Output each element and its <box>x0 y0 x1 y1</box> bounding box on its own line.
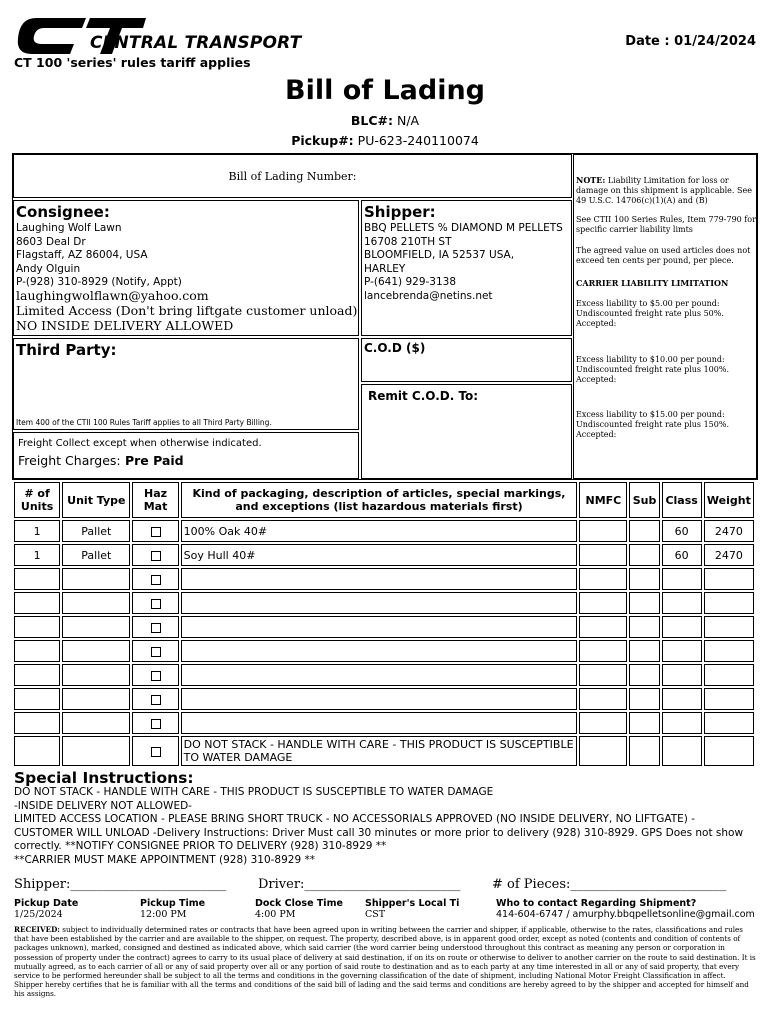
pickup-date: Pickup Date 1/25/2024 <box>14 898 79 920</box>
nmfc-cell <box>579 592 627 614</box>
carrier-liability-heading: CARRIER LIABILITY LIMITATION <box>576 278 729 288</box>
class-cell <box>662 736 702 766</box>
weight-cell <box>704 592 754 614</box>
hazmat-checkbox[interactable] <box>151 551 161 561</box>
hazmat-checkbox[interactable] <box>151 747 161 757</box>
hazmat-checkbox[interactable] <box>151 695 161 705</box>
description-cell <box>181 616 578 638</box>
cod-box <box>361 338 572 382</box>
sub-cell <box>629 544 659 566</box>
freight-box <box>13 432 359 479</box>
class-cell: 60 <box>662 544 702 566</box>
agreed-value-note: The agreed value on used articles does not exceed ten cents per pound, per piece. <box>576 246 751 265</box>
liability-tier-1: Excess liability to $5.00 per pound: Undiscounted freight rate plus 50%. Accepted: <box>576 299 724 328</box>
sub-cell <box>629 592 659 614</box>
brand-name: CENTRAL TRANSPORT <box>90 33 302 53</box>
remit-cod-box <box>361 384 572 479</box>
bol-number-box <box>13 154 572 198</box>
hazmat-checkbox[interactable] <box>151 719 161 729</box>
hazmat-cell <box>132 520 178 542</box>
table-row <box>14 520 754 542</box>
col-weight: Weight <box>704 482 754 518</box>
col-unit-type: Unit Type <box>62 482 130 518</box>
unit-type-cell <box>62 592 130 614</box>
sub-cell <box>629 688 659 710</box>
items-header-row <box>14 482 754 518</box>
hazmat-cell <box>132 736 178 766</box>
nmfc-cell <box>579 640 627 662</box>
class-cell <box>662 664 702 686</box>
special-instructions-text: DO NOT STACK - HANDLE WITH CARE - THIS PRODUCT IS SUSCEPTIBLE TO WATER DAMAGE -INSIDE DELIVERY NOT ALLOWED- LIMITED ACCESS LOCATION - PLEASE BRING SHORT TRUCK - NO ACCESSORIALS APPROVED (NO INSIDE DELIVERY, NO LIFTGATE) - CUSTOMER WILL UNLOAD -Delivery Instructions: Driver Must call 30 minutes or more prior to delivery (928) 310-8929. GPS Does not show correctly. **NOTIFY CONSIGNEE PRIOR TO DELIVERY (928) 310-8929 ** **CARRIER MUST MAKE APPOINTMENT (928) 310-8929 ** <box>14 786 744 866</box>
consignee-delivery-note: NO INSIDE DELIVERY ALLOWED <box>16 318 234 333</box>
class-cell <box>662 568 702 590</box>
consignee-email: laughingwolflawn@yahoo.com <box>16 288 209 303</box>
units-cell: 1 <box>14 520 60 542</box>
units-cell <box>14 736 60 766</box>
liability-note: NOTE: Liability Limitation for loss or damage on this shipment is applicable. See 49 U.S.C. 14706(c)(1)(A) and (B) <box>576 175 752 205</box>
col-nmfc: NMFC <box>579 482 627 518</box>
description-cell <box>181 568 578 590</box>
sub-cell <box>629 736 659 766</box>
description-cell: 100% Oak 40# <box>181 520 578 542</box>
class-cell <box>662 616 702 638</box>
unit-type-cell <box>62 568 130 590</box>
shipper-local-time: Shipper's Local Ti CST <box>365 898 460 920</box>
table-row <box>14 544 754 566</box>
weight-cell <box>704 568 754 590</box>
sub-cell <box>629 640 659 662</box>
blc-number: BLC#: N/A <box>350 113 420 128</box>
description-cell <box>181 688 578 710</box>
hazmat-checkbox[interactable] <box>151 599 161 609</box>
table-row <box>14 568 754 590</box>
description-cell <box>181 712 578 734</box>
units-cell: 1 <box>14 544 60 566</box>
class-cell: 60 <box>662 520 702 542</box>
hazmat-cell <box>132 616 178 638</box>
description-cell: DO NOT STACK - HANDLE WITH CARE - THIS PRODUCT IS SUSCEPTIBLE TO WATER DAMAGE <box>181 736 578 766</box>
description-cell: Soy Hull 40# <box>181 544 578 566</box>
col-units: # of Units <box>14 482 60 518</box>
hazmat-checkbox[interactable] <box>151 671 161 681</box>
hazmat-cell <box>132 664 178 686</box>
unit-type-cell <box>62 736 130 766</box>
class-cell <box>662 640 702 662</box>
unit-type-cell <box>62 664 130 686</box>
sub-cell <box>629 616 659 638</box>
unit-type-cell: Pallet <box>62 544 130 566</box>
consignee-address: Laughing Wolf Lawn 8603 Deal Dr Flagstaff, AZ 86004, USA Andy Olguin P-(928) 310-8929 (Notify, Appt) <box>16 222 182 288</box>
weight-cell <box>704 664 754 686</box>
units-cell <box>14 592 60 614</box>
freight-charges: Freight Charges: Pre Paid <box>18 453 184 468</box>
units-cell <box>14 640 60 662</box>
items-table <box>12 480 756 768</box>
col-class: Class <box>662 482 702 518</box>
class-cell <box>662 712 702 734</box>
remit-cod-heading: Remit C.O.D. To: <box>368 389 479 403</box>
sub-cell <box>629 520 659 542</box>
third-party-billing-note: Item 400 of the CTII 100 Rules Tariff applies to all Third Party Billing. <box>16 418 272 427</box>
shipper-box <box>361 200 572 336</box>
nmfc-cell <box>579 568 627 590</box>
class-cell <box>662 592 702 614</box>
nmfc-cell <box>579 664 627 686</box>
weight-cell: 2470 <box>704 544 754 566</box>
weight-cell <box>704 712 754 734</box>
class-cell <box>662 688 702 710</box>
document-title: Bill of Lading <box>285 75 485 106</box>
table-row <box>14 616 754 638</box>
cod-heading: C.O.D ($) <box>364 341 426 355</box>
consignee-access-note: Limited Access (Don't bring liftgate customer unload) <box>16 303 358 318</box>
hazmat-cell <box>132 688 178 710</box>
table-row <box>14 640 754 662</box>
units-cell <box>14 712 60 734</box>
freight-collect-note: Freight Collect except when otherwise indicated. <box>18 438 262 449</box>
hazmat-checkbox[interactable] <box>151 575 161 585</box>
series-rules-note: See CTII 100 Series Rules, Item 779-790 for specific carrier liability limts <box>576 215 756 234</box>
units-cell <box>14 688 60 710</box>
special-instructions-heading: Special Instructions: <box>14 769 194 787</box>
units-cell <box>14 616 60 638</box>
liability-tier-2: Excess liability to $10.00 per pound: Undiscounted freight rate plus 100%. Accepted: <box>576 355 729 384</box>
nmfc-cell <box>579 616 627 638</box>
liability-notes-box <box>573 154 757 479</box>
sub-cell <box>629 568 659 590</box>
hazmat-checkbox[interactable] <box>151 647 161 657</box>
col-hazmat: Haz Mat <box>132 482 178 518</box>
table-row <box>14 592 754 614</box>
col-description: Kind of packaging, description of articles, special markings, and exceptions (list hazardous materials first) <box>181 482 578 518</box>
hazmat-cell <box>132 712 178 734</box>
sub-cell <box>629 712 659 734</box>
nmfc-cell <box>579 712 627 734</box>
hazmat-cell <box>132 544 178 566</box>
weight-cell: 2470 <box>704 520 754 542</box>
tariff-notice: CT 100 'series' rules tariff applies <box>14 55 251 70</box>
nmfc-cell <box>579 688 627 710</box>
consignee-heading: Consignee: <box>16 203 110 221</box>
consignee-box <box>13 200 359 336</box>
weight-cell <box>704 640 754 662</box>
nmfc-cell <box>579 544 627 566</box>
units-cell <box>14 568 60 590</box>
shipper-heading: Shipper: <box>364 203 436 221</box>
weight-cell <box>704 688 754 710</box>
units-cell <box>14 664 60 686</box>
nmfc-cell <box>579 736 627 766</box>
nmfc-cell <box>579 520 627 542</box>
document-date: Date : 01/24/2024 <box>625 34 756 49</box>
pieces-line: # of Pieces:________________________ <box>492 877 727 892</box>
pickup-time: Pickup Time 12:00 PM <box>140 898 206 920</box>
unit-type-cell <box>62 640 130 662</box>
dock-close-time: Dock Close Time 4:00 PM <box>255 898 343 920</box>
hazmat-cell <box>132 640 178 662</box>
unit-type-cell <box>62 712 130 734</box>
received-terms: RECEIVED: subject to individually determined rates or contracts that have been agreed upon in writing between the carrier and shipper, if applicable, otherwise to the rates, classifications and rules that have been established by the carrier and are available to the shipper, on request. The property, described above, is in apparent good order, except as noted (contents and condition of contents of packages unknown), marked, consigned and destined as indicated above, which said carrier (the word carrier being understood throughout this contract as meaning any person or corporation in possession of property under the contract) agrees to carry to its usual place of delivery at said destination, if on its on route or otherwise to deliver to another carrier on the route to said destination. It is mutually agreed, as to each carrier of all or any of said property over all or any portion of said route to destination and as to each party at any time interested in all or any of said property, that every service to be performed hereunder shall be subject to all the terms and conditions in the governing classification of the date of shipment, including National Motor Freight Classification in affect. Shipper hereby certifies that he is familiar with all the terms and conditions of the said bill of lading and the said terms and conditions are hereby agreed to by the shipper and accepted for himself and his assigns. <box>14 925 756 999</box>
unit-type-cell <box>62 616 130 638</box>
unit-type-cell <box>62 688 130 710</box>
weight-cell <box>704 616 754 638</box>
hazmat-cell <box>132 592 178 614</box>
hazmat-checkbox[interactable] <box>151 623 161 633</box>
sub-cell <box>629 664 659 686</box>
description-cell <box>181 664 578 686</box>
bol-number-label: Bill of Lading Number: <box>228 170 357 183</box>
table-row <box>14 688 754 710</box>
unit-type-cell: Pallet <box>62 520 130 542</box>
table-row <box>14 664 754 686</box>
liability-tier-3: Excess liability to $15.00 per pound: Undiscounted freight rate plus 150%. Accepted: <box>576 410 729 439</box>
third-party-heading: Third Party: <box>16 341 117 359</box>
shipper-address: BBQ PELLETS % DIAMOND M PELLETS 16708 210TH ST BLOOMFIELD, IA 52537 USA, HARLEY P-(641) 929-3138 lancebrenda@netins.net <box>364 222 563 302</box>
shipment-contact: Who to contact Regarding Shipment? 414-604-6747 / amurphy.bbqpelletsonline@gmail.com <box>496 898 755 920</box>
driver-signature-line: Driver:________________________ <box>258 877 461 892</box>
table-row <box>14 712 754 734</box>
pickup-number: Pickup#: PU-623-240110074 <box>291 133 479 148</box>
hazmat-cell <box>132 568 178 590</box>
hazmat-checkbox[interactable] <box>151 527 161 537</box>
description-cell <box>181 640 578 662</box>
col-sub: Sub <box>629 482 659 518</box>
weight-cell <box>704 736 754 766</box>
table-row <box>14 736 754 766</box>
description-cell <box>181 592 578 614</box>
third-party-box <box>13 338 359 430</box>
shipper-signature-line: Shipper:________________________ <box>14 877 227 892</box>
